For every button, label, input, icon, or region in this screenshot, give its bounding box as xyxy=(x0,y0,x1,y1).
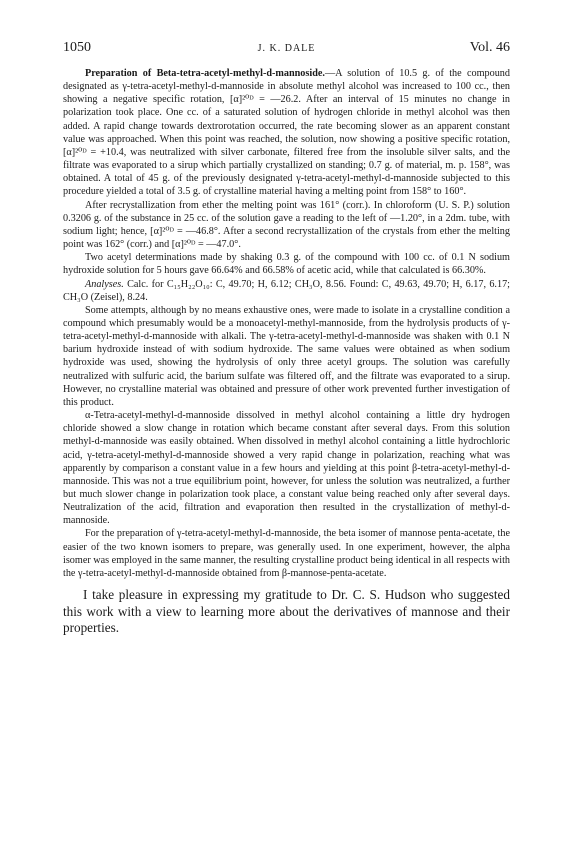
paragraph-preparation xyxy=(63,67,510,199)
experimental-text xyxy=(63,67,510,580)
analyses-heading: Analyses. xyxy=(85,278,124,290)
page-number: 1050 xyxy=(63,40,91,55)
article-body xyxy=(63,67,510,637)
paragraph-alpha-rotation xyxy=(63,409,510,527)
paragraph-text: For the preparation of γ-tetra-acetyl-methyl-d-mannoside, the beta isomer of mannose penta-acetate, the easier of the two known isomers to prepare, was generally used. In one experiment, however, the alpha isomer was employed in the same manner, the resulting crystalline product being identical in all respects with the γ-tetra-acetyl-methyl-d-mannoside obtained from β-mannose-penta-acetate. xyxy=(63,528,510,579)
acknowledgment xyxy=(63,587,510,637)
paragraph-text: Two acetyl determinations made by shaking 0.3 g. of the compound with 100 cc. of 0.1 N sodium hydroxide solution for 5 hours gave 66.64% and 66.58% of acetic acid, while that calculated is 66.30%. xyxy=(63,252,510,277)
page-header xyxy=(63,40,510,60)
paragraph-acetyl-determination xyxy=(63,251,510,277)
paragraph-text: α-Tetra-acetyl-methyl-d-mannoside dissolved in methyl alcohol containing a little dry hydrogen chloride showed a slow change in rotation which became constant after several days. From this solution methyl-d-mannoside was easily obtained. When dissolved in methyl alcohol containing a little hydrochloric acid, γ-tetra-acetyl-methyl-d-mannoside showed a very rapid change in polarization, reaching what was apparently by comparison a constant value in a few hours and yielding at this point β-tetra-acetyl-methyl-d-mannoside. This was not a true equilibrium point, however, for unless the solution was neutralized, a further but much slower change in polarization took place, a constant value being reached only after several days. Neutralization of the acid, filtration and evaporation then resulted in the crystallization of methyl-d-mannoside. xyxy=(63,410,510,527)
paragraph-text: Calc. for C₁₅H₂₂O₁₀: C, 49.70; H, 6.12; CH₃O, 8.56. Found: C, 49.63, 49.70; H, 6.17, 6.17; CH₃O (Zeisel), 8.24. xyxy=(63,278,510,303)
paragraph-gamma-preparation xyxy=(63,527,510,580)
paragraph-hydrolysis xyxy=(63,304,510,409)
paragraph-text: —A solution of 10.5 g. of the compound designated as γ-tetra-acetyl-methyl-d-mannoside in absolute methyl alcohol was increased to 100 cc., then showing a negative specific rotation, [α]²⁰ᴰ = —26.2. After an interval of 15 minutes no change in polarization took place. One cc. of a saturated solution of hydrogen chloride in methyl alcohol was then added. A rapid change towards dextrorotation occurred, the rate becoming slower as an apparent constant value was approached. When this point was reached, the solution, now showing a positive specific rotation, [α]²⁰ᴰ = +10.4, was neutralized with silver carbonate, filtered free from the insoluble silver salts, and the filtrate was evaporated to a sirup which partially crystallized on standing; 0.7 g. of material, m. p. 158°, was obtained. A total of 45 g. of the previously designated γ-tetra-acetyl-methyl-d-mannoside subjected to this procedure yielded a total of 3.5 g. of crystalline material having a melting point from 158° to 160°. xyxy=(63,68,510,198)
paragraph-text: Some attempts, although by no means exhaustive ones, were made to isolate in a crystalline condition a compound which presumably would be a monoacetyl-methyl-mannoside, from the hydrolysis products of γ-tetra-acetyl-methyl-d-mannoside with alkali. The γ-tetra-acetyl-methyl-d-mannoside was shaken with 0.1 N barium hydroxide instead of with sodium hydroxide. The same values were obtained as when sodium hydroxide was used, showing the hydrolysis of only three acetyl groups. The solution was carefully neutralized with sulfuric acid, the barium sulfate was filtered off, and the filtrate was evaporated to a sirup. However, no crystalline material was obtained and pressure of other work prevented further investigation of this product. xyxy=(63,304,510,408)
paragraph-recrystallization xyxy=(63,199,510,252)
acknowledgment-text: I take pleasure in expressing my gratitude to Dr. C. S. Hudson who suggested this work with a view to learning more about the derivatives of mannose and their properties. xyxy=(63,587,510,636)
paragraph-analyses xyxy=(63,278,510,304)
section-heading: Preparation of Beta-tetra-acetyl-methyl-d-mannoside. xyxy=(85,68,325,79)
volume-label: Vol. 46 xyxy=(469,40,510,55)
running-title: J. K. DALE xyxy=(257,43,316,54)
paragraph-text: After recrystallization from ether the melting point was 161° (corr.). In chloroform (U. S. P.) solution 0.3206 g. of the substance in 25 cc. of the solution gave a reading to the left of —1.20°, in a 2dm. tube, with sodium light; hence, [α]²⁰ᴰ = —46.8°. After a second recrystallization of the crystals from ether the melting point was 162° (corr.) and [α]²⁰ᴰ = —47.0°. xyxy=(63,199,510,251)
